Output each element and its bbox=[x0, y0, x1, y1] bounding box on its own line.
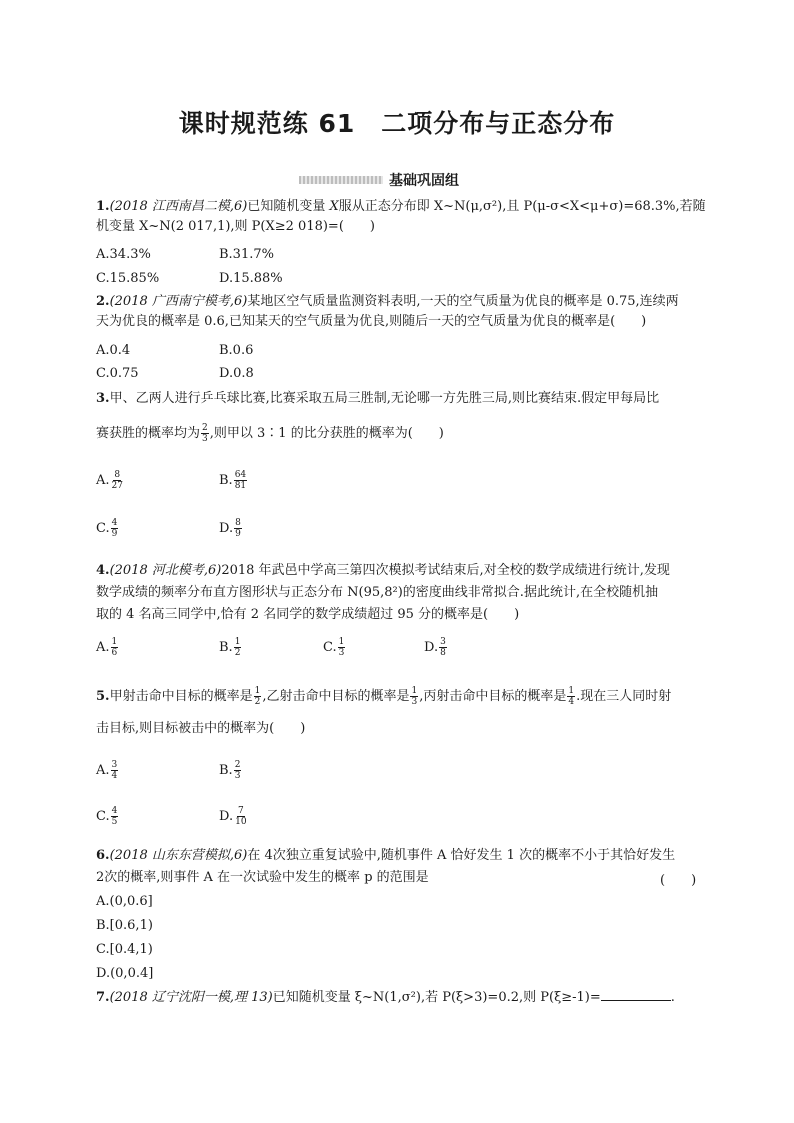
question-1-line-1 bbox=[96, 197, 706, 217]
q2-option-d[interactable]: D.0.8 bbox=[219, 366, 254, 381]
question-number: 2. bbox=[96, 294, 110, 309]
option-label: A. bbox=[96, 763, 110, 778]
option-label: C. bbox=[323, 640, 337, 655]
option-label: D. bbox=[424, 640, 439, 655]
question-text: .现在三人同时射 bbox=[576, 689, 672, 704]
q3-option-a[interactable] bbox=[96, 470, 125, 491]
option-label: C. bbox=[96, 521, 110, 536]
q2-option-b[interactable]: B.0.6 bbox=[219, 343, 254, 358]
question-text: ,则甲以 3∶1 的比分获胜的概率为( ) bbox=[209, 426, 444, 441]
question-text: ,乙射击命中目标的概率是 bbox=[262, 689, 410, 704]
q2-option-c[interactable]: C.0.75 bbox=[96, 366, 139, 381]
q5-option-c[interactable] bbox=[96, 806, 119, 827]
fraction-numerator: 1 bbox=[111, 637, 118, 647]
fraction-denominator: 8 bbox=[440, 648, 446, 658]
question-4-line-3: 取的 4 名高三同学中,恰有 2 名同学的数学成绩超过 95 分的概率是( ) bbox=[96, 607, 520, 622]
question-source: (2018 山东东营模拟,6) bbox=[109, 848, 248, 863]
answer-blank[interactable] bbox=[601, 988, 671, 1001]
fraction bbox=[410, 686, 418, 707]
question-text: 甲射击命中目标的概率是 bbox=[109, 689, 253, 704]
question-number: 3. bbox=[96, 391, 110, 406]
option-label: C. bbox=[96, 809, 110, 824]
question-text: 在 4次独立重复试验中,随机事件 A 恰好发生 1 次的概率不小于其恰好发生 bbox=[247, 848, 676, 863]
fraction-numerator: 1 bbox=[411, 686, 418, 696]
question-4-line-2: 数学成绩的频率分布直方图形状与正态分布 N(95,8²)的密度曲线非常拟合.据此统计,在全校随机抽 bbox=[96, 585, 659, 600]
fraction-denominator: 3 bbox=[202, 434, 208, 444]
option-label: A. bbox=[96, 640, 110, 655]
fraction-numerator: 3 bbox=[111, 760, 118, 770]
fraction bbox=[111, 637, 119, 658]
fraction-numerator: 4 bbox=[111, 518, 118, 528]
fraction-denominator: 9 bbox=[235, 529, 241, 539]
q1-option-a[interactable]: A.34.3% bbox=[96, 247, 151, 262]
question-2-line-1 bbox=[96, 292, 706, 312]
fraction-denominator: 6 bbox=[111, 648, 118, 658]
option-label: D. bbox=[219, 809, 234, 824]
fraction-numerator: 2 bbox=[202, 423, 208, 433]
question-5 bbox=[96, 686, 706, 739]
q6-option-a[interactable]: A.(0,0.6] bbox=[96, 894, 153, 909]
fraction bbox=[234, 760, 242, 781]
question-7 bbox=[96, 988, 706, 1008]
fraction-numerator: 8 bbox=[235, 518, 241, 528]
question-source: (2018 辽宁沈阳一模,理 13) bbox=[109, 990, 273, 1005]
fraction-denominator: 3 bbox=[338, 648, 345, 658]
q3-option-c[interactable] bbox=[96, 518, 119, 539]
question-text: 赛获胜的概率均为 bbox=[96, 426, 201, 441]
fraction bbox=[338, 637, 346, 658]
fraction bbox=[234, 637, 242, 658]
question-source: (2018 河北模考,6) bbox=[109, 563, 222, 578]
fraction bbox=[111, 806, 119, 827]
option-label: D. bbox=[219, 521, 234, 536]
fraction-numerator: 1 bbox=[338, 637, 345, 647]
q6-option-c[interactable]: C.[0.4,1) bbox=[96, 942, 153, 957]
fraction bbox=[254, 686, 262, 707]
fraction bbox=[111, 518, 119, 539]
fraction-denominator: 9 bbox=[111, 529, 118, 539]
fraction bbox=[567, 686, 575, 707]
question-text: 2018 年武邑中学高三第四次模拟考试结束后,对全校的数学成绩进行统计,发现 bbox=[221, 563, 670, 578]
question-source: (2018 江西南昌二模,6) bbox=[109, 199, 248, 214]
question-3-line-2 bbox=[96, 423, 706, 444]
option-label: B. bbox=[219, 473, 233, 488]
question-6-line-2: 2次的概率,则事件 A 在一次试验中发生的概率 p 的范围是 bbox=[96, 870, 429, 885]
option-label: A. bbox=[96, 473, 110, 488]
q5-option-d[interactable] bbox=[219, 806, 249, 827]
question-number: 1. bbox=[96, 199, 110, 214]
fraction-numerator: 4 bbox=[111, 806, 118, 816]
fraction-numerator: 1 bbox=[254, 686, 261, 696]
question-text: 已知随机变量 ξ~N(1,σ²),若 P(ξ>3)=0.2,则 P(ξ≥-1)= bbox=[272, 990, 601, 1005]
question-text: 某地区空气质量监测资料表明,一天的空气质量为优良的概率是 0.75,连续两 bbox=[247, 294, 679, 309]
question-3 bbox=[96, 389, 706, 444]
question-text: 甲、乙两人进行乒乓球比赛,比赛采取五局三胜制,无论哪一方先胜三局,则比赛结束.假定甲每局比 bbox=[109, 391, 660, 406]
question-number: 7. bbox=[96, 990, 110, 1005]
question-4-line-1 bbox=[96, 560, 706, 582]
fraction-numerator: 7 bbox=[237, 806, 244, 816]
q4-option-b[interactable] bbox=[219, 637, 242, 658]
fraction-denominator: 27 bbox=[111, 481, 123, 491]
q3-option-b[interactable] bbox=[219, 470, 248, 491]
fraction bbox=[201, 423, 209, 444]
fraction-numerator: 1 bbox=[234, 637, 241, 647]
question-6-line-1 bbox=[96, 845, 706, 867]
math-variable: X bbox=[329, 199, 339, 214]
question-1-line-2: 机变量 X~N(2 017,1),则 P(X≥2 018)=( ) bbox=[96, 219, 375, 234]
q1-option-b[interactable]: B.31.7% bbox=[219, 247, 274, 262]
fraction bbox=[111, 760, 119, 781]
question-text: . bbox=[670, 990, 675, 1005]
section-header bbox=[299, 170, 459, 190]
fraction-numerator: 2 bbox=[234, 760, 241, 770]
fraction-numerator: 64 bbox=[234, 470, 247, 480]
fraction-denominator: 3 bbox=[234, 771, 241, 781]
question-text: 服从正态分布即 X~N(μ,σ²),且 P(μ-σ<X<μ+σ)=68.3%,若随 bbox=[338, 199, 706, 214]
fraction-denominator: 4 bbox=[111, 771, 118, 781]
q1-option-d[interactable]: D.15.88% bbox=[219, 271, 283, 286]
fraction bbox=[234, 806, 247, 827]
q3-option-d[interactable] bbox=[219, 518, 243, 539]
question-5-line-1 bbox=[96, 686, 706, 707]
question-2-line-2: 天为优良的概率是 0.6,已知某天的空气质量为优良,则随后一天的空气质量为优良的概率是( ) bbox=[96, 314, 647, 329]
question-number: 6. bbox=[96, 848, 110, 863]
section-title: 基础巩固组 bbox=[389, 173, 459, 189]
option-label: B. bbox=[219, 640, 233, 655]
fraction-denominator: 2 bbox=[234, 648, 241, 658]
fraction-denominator: 10 bbox=[235, 817, 247, 827]
question-source: (2018 广西南宁模考,6) bbox=[109, 294, 248, 309]
question-text: 已知随机变量 bbox=[247, 199, 330, 214]
fraction-denominator: 3 bbox=[411, 697, 418, 707]
question-number: 5. bbox=[96, 689, 110, 704]
question-3-line-1 bbox=[96, 389, 706, 409]
question-5-line-2: 击目标,则目标被击中的概率为( ) bbox=[96, 721, 306, 736]
q4-option-a[interactable] bbox=[96, 637, 119, 658]
question-6 bbox=[96, 845, 706, 889]
fraction-denominator: 81 bbox=[234, 481, 247, 491]
question-4 bbox=[96, 560, 706, 626]
q4-option-c[interactable] bbox=[323, 637, 346, 658]
fraction-denominator: 2 bbox=[254, 697, 261, 707]
answer-bracket: ( ) bbox=[660, 873, 697, 888]
q6-option-b[interactable]: B.[0.6,1) bbox=[96, 918, 153, 933]
q5-option-a[interactable] bbox=[96, 760, 119, 781]
fraction bbox=[439, 637, 447, 658]
q2-option-a[interactable]: A.0.4 bbox=[96, 343, 131, 358]
fraction-denominator: 4 bbox=[568, 697, 575, 707]
fraction-numerator: 3 bbox=[440, 637, 446, 647]
question-1 bbox=[96, 197, 706, 237]
fraction-numerator: 8 bbox=[114, 470, 121, 480]
q1-option-c[interactable]: C.15.85% bbox=[96, 271, 160, 286]
page-title: 课时规范练 61 二项分布与正态分布 bbox=[178, 109, 616, 138]
fraction bbox=[234, 518, 242, 539]
option-label: B. bbox=[219, 763, 233, 778]
fraction-numerator: 1 bbox=[568, 686, 575, 696]
q6-option-d[interactable]: D.(0,0.4] bbox=[96, 966, 154, 981]
question-text: ,丙射击命中目标的概率是 bbox=[419, 689, 567, 704]
q4-option-d[interactable] bbox=[424, 637, 448, 658]
q5-option-b[interactable] bbox=[219, 760, 242, 781]
section-decor-bar bbox=[299, 176, 383, 184]
fraction bbox=[111, 470, 124, 491]
fraction bbox=[234, 470, 247, 491]
question-number: 4. bbox=[96, 563, 110, 578]
question-2 bbox=[96, 292, 706, 332]
fraction-denominator: 5 bbox=[111, 817, 118, 827]
